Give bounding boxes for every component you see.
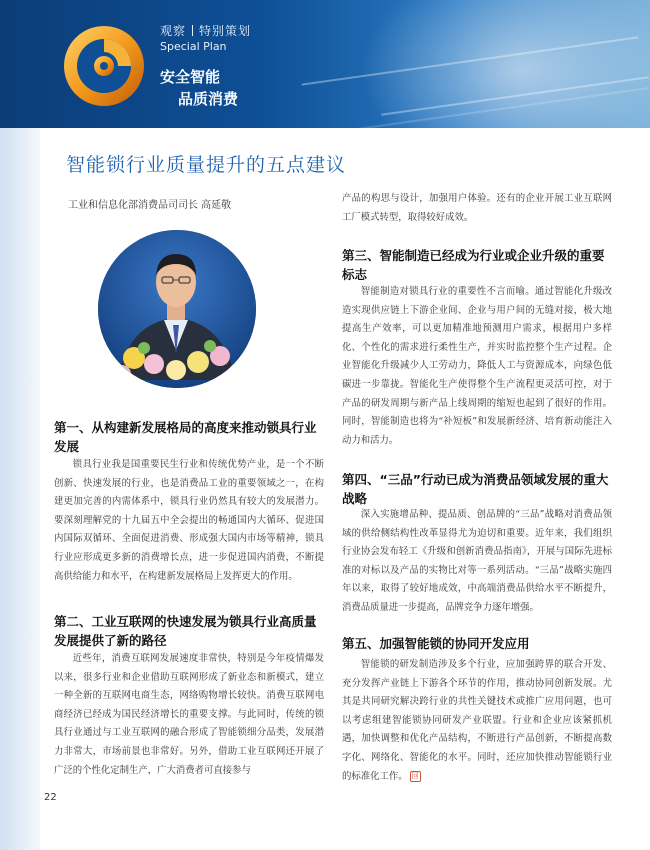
theme-line-2: 品质消费 <box>178 90 239 108</box>
section-label-en: Special Plan <box>160 40 227 53</box>
section-1-body: 锁具行业我是国重要民生行业和传统优势产业，是一个不断创新、快速发展的行业，也是消费品工业的重要领域之一，在构建更加完善的内需体系中，锁具行业仍然具有较大的发展潜力。要深刻理解党的十九届五中全会提出的畅通国内大循环、促进国内国际双循环、全面促进消费、形成强大国内市场等精神，锁具行业应形成更多新的消费增长点，进一步促进国内消费，不断提高供给能力和水平，在构建新发展格局上发挥更大的作用。 <box>54 459 324 582</box>
page-number: 22 <box>44 792 57 803</box>
section-5-heading: 第五、加强智能锁的协同开发应用 <box>342 636 530 651</box>
section-3-body: 智能制造对锁具行业的重要性不言而喻。通过智能化升级改造实现供应链上下游企业间、企业与用户间的无缝对接，极大地提高生产效率，可以更加精准地预测用户需求，根据用户多样化、个性化的需求进行柔性生产，并实时监控整个生产过程。企业智能化升级减少人工劳动力，降低人工与资源成本，向绿色低碳进一步靠拢。智能化生产使得整个生产流程更灵活可控，对于产品的研发周期与新产品上线周期的缩短也起到了很好的作用。同时，智能制造也将为“补短板”和发展新经济、培育新动能注入动力和活力。 <box>342 286 612 446</box>
header-banner <box>0 0 650 128</box>
section-4-body: 深入实施增品种、提品质、创品牌的“三品”战略对消费品领域的供给侧结构性改革显得尤为迫切和重要。近年来，我们组织行业协会发布轻工《升级和创新消费品指南》，开展与国际先进标准的对标以及产品的实物比对等一系列活动。“三品”战略实施四年以来，取得了较好地成效，中高端消费品供给水平不断提升，消费品质量进一步提高，品牌竞争力逐年增强。 <box>342 509 612 613</box>
section-label: 观察 特别策划 <box>160 24 252 38</box>
author-line: 工业和信息化部消费品司司长 高延敬 <box>68 200 232 211</box>
orange-ring-emblem-icon <box>58 20 150 112</box>
intro-continuation: 产品的构思与设计，加强用户体验。还有的企业开展工业互联网工厂模式转型，取得较好成效。 <box>342 193 612 223</box>
theme-line-1: 安全智能 <box>160 68 221 86</box>
left-decorative-strip <box>0 128 40 850</box>
author-portrait <box>98 230 256 388</box>
section-2-heading: 第二、工业互联网的快速发展为锁具行业高质量发展提供了新的路径 <box>54 614 317 648</box>
section-1-heading: 第一、从构建新发展格局的高度来推动锁具行业发展 <box>54 420 317 454</box>
section-3-heading: 第三、智能制造已经成为行业或企业升级的重要标志 <box>342 248 605 282</box>
section-5-body: 智能锁的研发制造涉及多个行业，应加强跨界的联合开发、充分发挥产业链上下游各个环节的作用，推动协同创新发展。尤其是共同研究解决跨行业的共性关键技术或推广应用问题，也可以考虑组建智能锁协同研发产业联盟。行业和企业应该紧抓机遇，加快调整和优化产品结构，不断进行产品创新，不断提高数字化、网络化、智能化的水平。同时，还应加快推动智能锁行业的标准化工作。 回 <box>342 659 612 782</box>
article-title: 智能锁行业质量提升的五点建议 <box>66 154 347 176</box>
section-2-body: 近些年，消费互联网发展速度非常快，特别是今年疫情爆发以来，很多行业和企业借助互联网形成了新业态和新模式，建立一种全新的互联网电商生态，网络购物增长较快。消费互联网电商经济已经成为国民经济增长的重要支撑。与此同时，传统的锁具行业通过与工业互联网的融合形成了智能锁细分品类，发展潜力非常大，市场前景也非常好。另外，借助工业互联网还开展了广泛的个性化定制生产，广大消费者可直接参与 <box>54 653 324 776</box>
end-mark-icon: 回 <box>411 771 419 780</box>
section-4-heading: 第四、“三品”行动已成为消费品领域发展的重大战略 <box>342 472 609 506</box>
